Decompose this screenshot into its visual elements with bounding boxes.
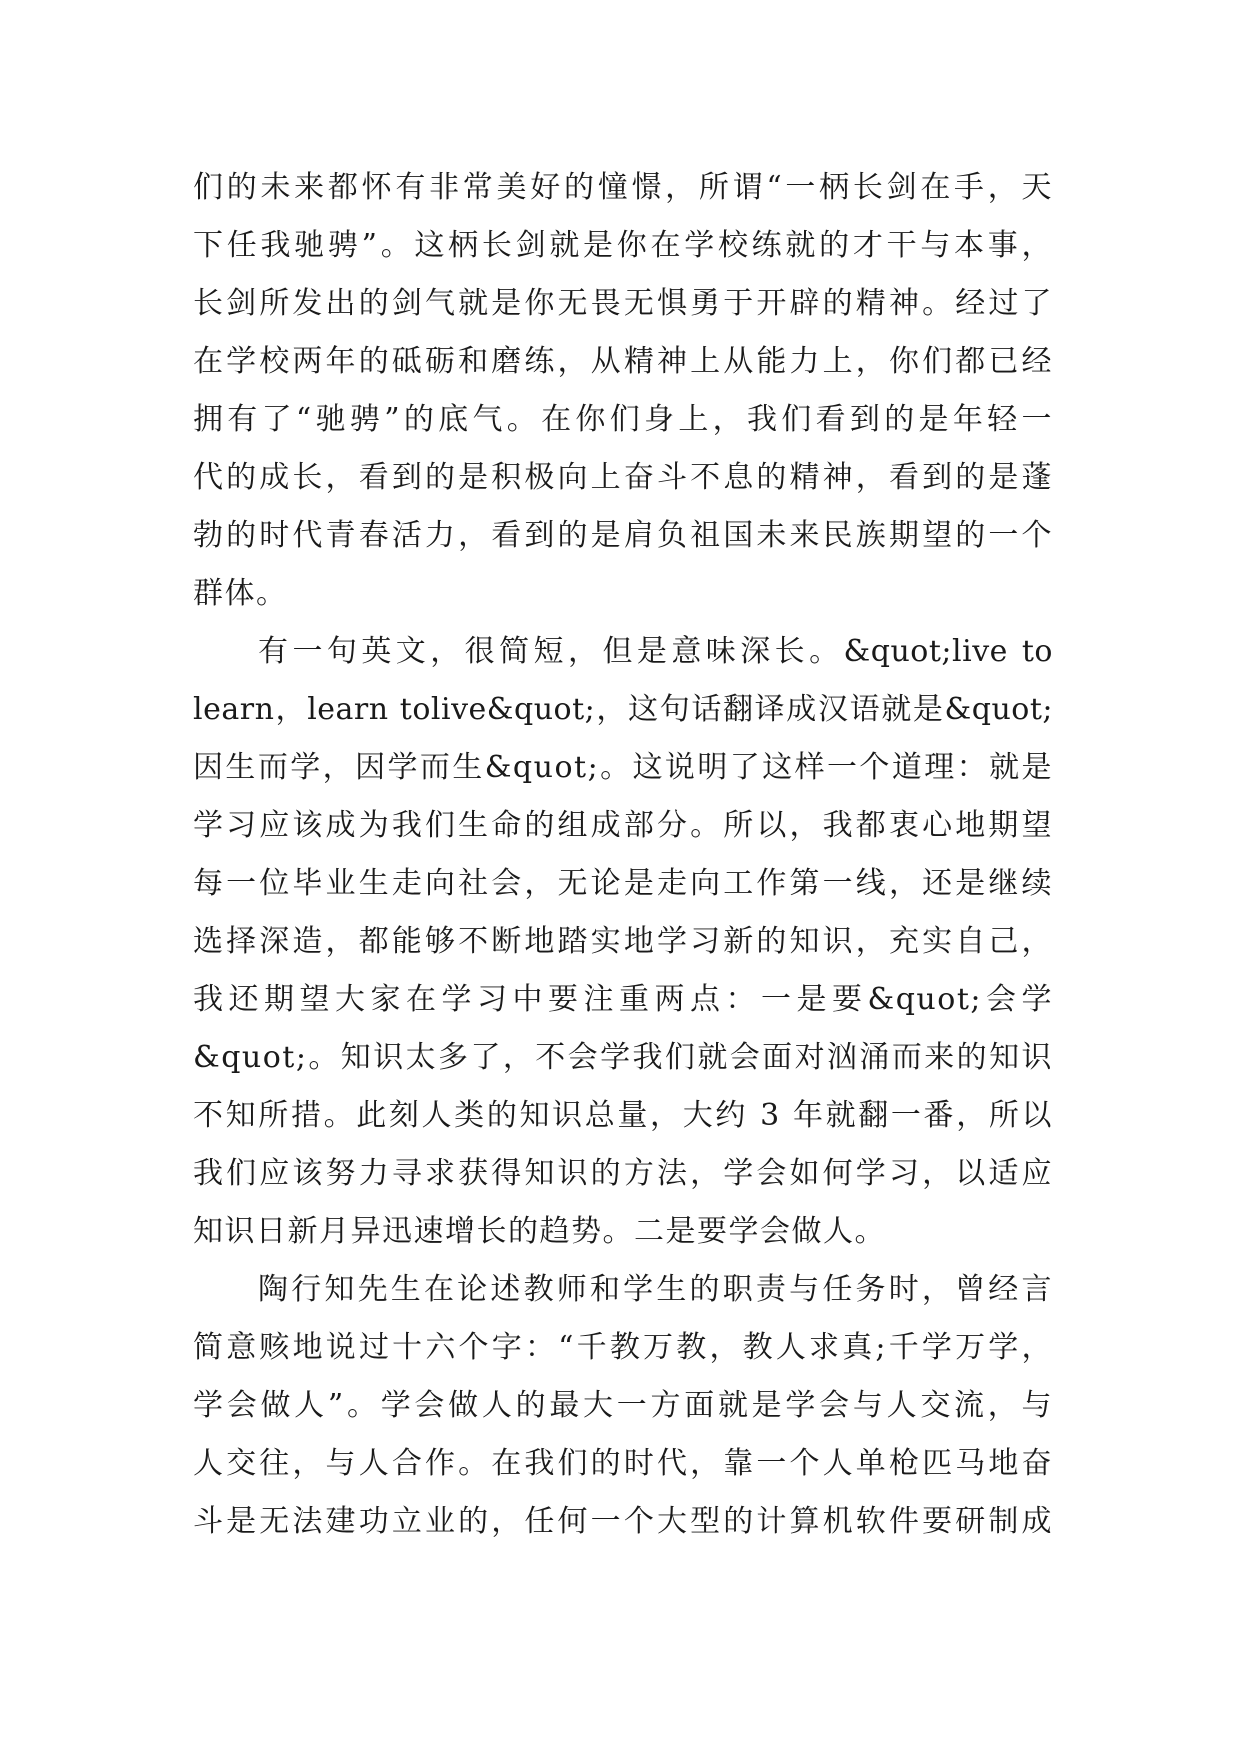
text-line: 人交往，与人合作。在我们的时代，靠一个人单枪匹马地奋: [193, 1446, 1053, 1481]
text-line: 不知所措。此刻人类的知识总量，大约 3 年就翻一番，所以: [193, 1098, 1053, 1133]
text-line: &quot;。知识太多了，不会学我们就会面对汹涌而来的知识: [193, 1040, 1053, 1075]
body-text: [193, 159, 1053, 1551]
text-line: 群体。: [193, 576, 288, 611]
text-line: 在学校两年的砥砺和磨练，从精神上从能力上，你们都已经: [193, 344, 1053, 379]
text-line: 长剑所发出的剑气就是你无畏无惧勇于开辟的精神。经过了: [193, 286, 1053, 321]
text-line: 知识日新月异迅速增长的趋势。二是要学会做人。: [193, 1214, 886, 1249]
text-line: 简意赅地说过十六个字：“千教万教，教人求真;千学万学，: [193, 1330, 1053, 1365]
text-line: 代的成长，看到的是积极向上奋斗不息的精神，看到的是蓬: [193, 460, 1053, 495]
text-line: 下任我驰骋”。这柄长剑就是你在学校练就的才干与本事，: [193, 228, 1053, 263]
text-line: 因生而学，因学而生&quot;。这说明了这样一个道理：就是: [193, 750, 1053, 785]
text-line: 我们应该努力寻求获得知识的方法，学会如何学习，以适应: [193, 1156, 1053, 1191]
text-line: 勃的时代青春活力，看到的是肩负祖国未来民族期望的一个: [193, 518, 1053, 553]
text-line: 每一位毕业生走向社会，无论是走向工作第一线，还是继续: [193, 866, 1053, 901]
text-line: 学会做人”。学会做人的最大一方面就是学会与人交流，与: [193, 1388, 1053, 1423]
text-line: 斗是无法建功立业的，任何一个大型的计算机软件要研制成: [193, 1504, 1053, 1539]
text-line: 们的未来都怀有非常美好的憧憬，所谓“一柄长剑在手，天: [193, 170, 1053, 205]
text-line: 学习应该成为我们生命的组成部分。所以，我都衷心地期望: [193, 808, 1053, 843]
paragraph-first-line: 陶行知先生在论述教师和学生的职责与任务时，曾经言: [258, 1272, 1053, 1307]
text-line: 拥有了“驰骋”的底气。在你们身上，我们看到的是年轻一: [193, 402, 1053, 437]
text-line: 选择深造，都能够不断地踏实地学习新的知识，充实自己，: [193, 924, 1053, 959]
paragraph-first-line: 有一句英文，很简短，但是意味深长。&quot;live to: [258, 634, 1053, 669]
text-line: 我还期望大家在学习中要注重两点：一是要&quot;会学: [193, 982, 1053, 1017]
text-line: learn，learn tolive&quot;，这句话翻译成汉语就是&quot;: [193, 692, 1053, 727]
